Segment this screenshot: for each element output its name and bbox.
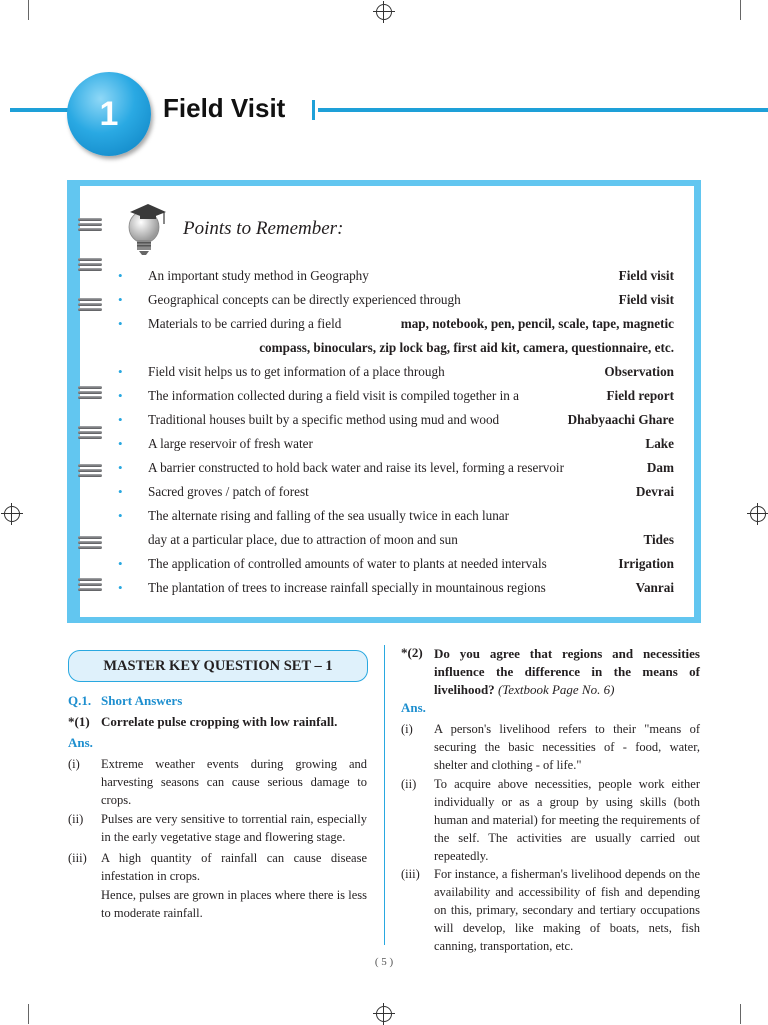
point-item [118,483,674,501]
point-text: day at a particular place, due to attraction of moon and sun [148,532,458,547]
bullet-icon: • [118,292,123,307]
point-text: The plantation of trees to increase rainfall specially in mountainous regions [148,580,546,595]
header-rule-tick [312,100,315,120]
bullet-icon: • [118,268,123,283]
point-item [118,411,674,429]
registration-mark-right [750,506,766,522]
bullet-icon: • [118,460,123,475]
page-number: ( 5 ) [374,956,394,968]
q1-text: Correlate pulse cropping with low rainfall. [101,714,338,729]
bullet-icon: • [118,556,123,571]
trim-mark [28,0,29,20]
point-answer: Field visit [618,292,674,307]
set-title: MASTER KEY QUESTION SET – 1 [68,650,368,682]
point-answer: Dhabyaachi Ghare [567,412,674,427]
spiral-ring [78,534,102,551]
point-item-continued [118,531,674,549]
registration-mark-bottom [376,1006,392,1022]
q1-answer-num: (iii) [68,851,87,865]
spiral-ring [78,384,102,401]
points-heading: Points to Remember: [183,218,344,239]
q1-ans-label: Ans. [68,735,93,750]
q2-answer-num: (ii) [401,777,417,791]
point-text: A large reservoir of fresh water [148,436,313,451]
point-item-continued [118,339,674,357]
point-item [118,387,674,405]
q2-number: *(2) [401,645,423,660]
q1-conclusion: Hence, pulses are grown in places where there is less to moderate rainfall. [101,888,367,920]
q2-answer-text: To acquire above necessities, people work either individually or as a group by using skills (both human and material) for meeting the requirements of the self. The activities are usually carried out repeatedly. [434,777,700,863]
spiral-ring [78,576,102,593]
q1-answer-text: Extreme weather events during growing and harvesting seasons can cause serious damage to crops. [101,757,367,807]
spiral-ring [78,462,102,479]
q2-text [434,645,700,699]
point-text: Traditional houses built by a specific method using mud and wood [148,412,500,427]
point-text: Materials to be carried during a field [148,316,342,331]
point-answer: Irrigation [618,556,674,571]
point-item [118,315,674,333]
bullet-icon: • [118,508,123,523]
chapter-number-badge: 1 [67,72,151,156]
trim-mark [740,1004,741,1024]
trim-mark [740,0,741,20]
point-answer: Dam [646,460,674,475]
q1-answer-num: (i) [68,757,80,771]
registration-mark-top [376,4,392,20]
spiral-ring [78,424,102,441]
point-answer: map, notebook, pen, pencil, scale, tape, magnetic [400,316,674,331]
bullet-icon: • [118,388,123,403]
point-text: The alternate rising and falling of the sea usually twice in each lunar [148,508,510,523]
point-item [118,507,674,525]
point-item [118,267,674,285]
q2-reference: (Textbook Page No. 6) [497,682,615,697]
point-text: Geographical concepts can be directly experienced through [148,292,461,307]
point-answer: Vanrai [635,580,674,595]
question-label: Q.1. [68,693,92,708]
q2-ans-label: Ans. [401,700,426,715]
q1-number: *(1) [68,714,90,729]
point-item [118,555,674,573]
column-divider [384,645,385,945]
q1-answer-text: Pulses are very sensitive to torrential rain, especially in the early vegetative stage and flowering stage. [101,812,367,844]
bullet-icon: • [118,364,123,379]
q2-answer-num: (i) [401,722,413,736]
lightbulb-graduate-icon [122,200,170,256]
point-text: A barrier constructed to hold back water and raise its level, forming a reservoir [148,460,564,475]
q2-answer-num: (iii) [401,867,420,881]
point-item [118,459,674,477]
point-answer: compass, binoculars, zip lock bag, first aid kit, camera, questionnaire, etc. [259,340,674,355]
point-text: The information collected during a field visit is compiled together in a [148,388,519,403]
point-item [118,363,674,381]
point-text: The application of controlled amounts of water to plants at needed intervals [148,556,547,571]
bullet-icon: • [118,580,123,595]
bullet-icon: • [118,484,123,499]
q1-answer-text: A high quantity of rainfall can cause disease infestation in crops. [101,851,367,883]
point-item [118,291,674,309]
point-answer: Lake [645,436,674,451]
point-item [118,579,674,597]
point-text: Sacred groves / patch of forest [148,484,309,499]
trim-mark [28,1004,29,1024]
point-answer: Observation [604,364,674,379]
point-text: Field visit helps us to get information of a place through [148,364,445,379]
q2-answer-text: For instance, a fisherman's livelihood depends on the availability and accessibility of fish and depending on this, primary, secondary and tertiary occupations will develop, like making of boats, nets, fish canning, transportation, etc. [434,867,700,953]
header-rule-right [318,108,768,112]
point-item [118,435,674,453]
chapter-title: Field Visit [163,93,286,123]
q2-answer-text: A person's livelihood refers to their "means of securing the basic necessities of - food, water, shelter and clothing - of life." [434,722,700,772]
spiral-ring [78,216,102,233]
q1-answer-num: (ii) [68,812,84,826]
point-answer: Field report [606,388,674,403]
spiral-ring [78,256,102,273]
bullet-icon: • [118,436,123,451]
q2-question: Do you agree that regions and necessities influence the difference in the means of livelihood? [434,646,700,697]
header-rule-left [10,108,70,112]
bullet-icon: • [118,316,123,331]
point-answer: Tides [643,532,674,547]
point-text: An important study method in Geography [148,268,369,283]
question-type: Short Answers [101,693,183,708]
registration-mark-left [4,506,20,522]
spiral-ring [78,296,102,313]
bullet-icon: • [118,412,123,427]
point-answer: Field visit [618,268,674,283]
point-answer: Devrai [635,484,674,499]
